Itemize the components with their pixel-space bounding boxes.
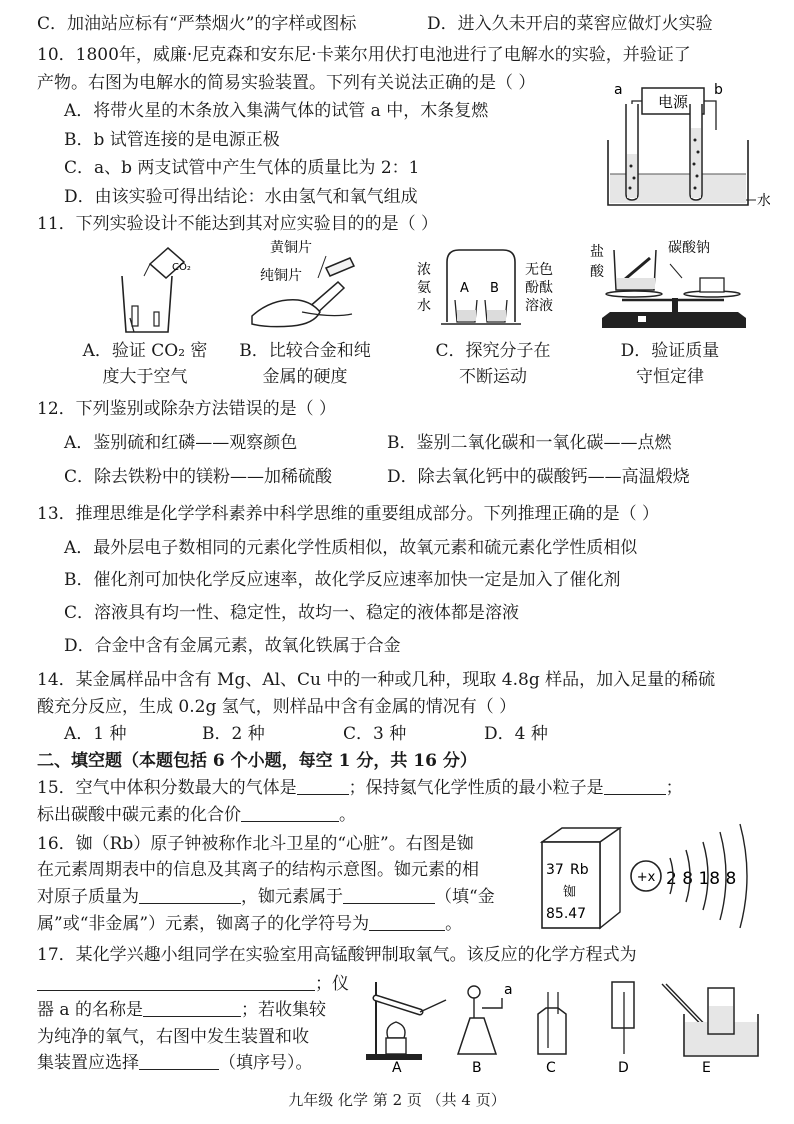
instrument-a-label: a — [504, 982, 513, 998]
phenol-label-2: 酚酞 — [525, 280, 553, 296]
apparatus-c — [538, 992, 566, 1074]
power-source-label: 电源 — [657, 93, 689, 111]
oxygen-apparatus-figure — [362, 978, 772, 1074]
q11-stem: 11．下列实验设计不能达到其对应实验目的的是（ ） — [37, 214, 439, 234]
ammonia-label-3: 水 — [417, 298, 431, 314]
q11-caption-a: A．验证 CO₂ 密 度大于空气 — [82, 341, 208, 388]
q11-figure-c — [413, 246, 563, 336]
acid-label-1: 盐 — [590, 244, 604, 260]
ammonia-label-1: 浓 — [417, 262, 431, 278]
q14-option-d: D．4 种 — [484, 724, 548, 744]
q11-figure-d — [588, 238, 768, 338]
q13-option-d: D．合金中含有金属元素，故氧化铁属于合金 — [64, 636, 401, 656]
q13-stem: 13．推理思维是化学学科素养中科学思维的重要组成部分。下列推理正确的是（ ） — [37, 504, 660, 524]
q15-blank-3[interactable] — [241, 805, 339, 822]
element-symbol: Rb — [570, 862, 589, 878]
q16-line4: 属”或“非金属”）元素，铷离子的化学符号为 。 — [37, 914, 463, 934]
q12-stem: 12．下列鉴别或除杂方法错误的是（ ） — [37, 399, 337, 419]
q17-line4: 为纯净的氧气，右图中发生装置和收 — [37, 1027, 309, 1047]
phenol-label-3: 溶液 — [525, 298, 553, 314]
q11-figure-a — [110, 246, 205, 336]
q11-figure-b — [242, 238, 362, 338]
q9-option-c: C．加油站应标有“严禁烟火”的字样或图标 — [37, 14, 357, 34]
q15-line2: 标出碳酸中碳元素的化合价 。 — [37, 805, 356, 825]
q14-stem-line2: 酸充分反应，生成 0.2g 氢气，则样品中含有金属的情况有（ ） — [37, 697, 517, 717]
q10-stem-line2: 产物。右图为电解水的简易实验装置。下列有关说法正确的是（ ） — [37, 73, 536, 93]
q17-line2: ；仪 — [37, 974, 349, 994]
apparatus-e — [662, 984, 758, 1074]
copper-sheet-label: 纯铜片 — [260, 268, 302, 284]
q17-blank-apparatus[interactable] — [139, 1053, 219, 1070]
ammonia-label-2: 氨 — [417, 280, 431, 296]
q12-option-d: D．除去氧化钙中的碳酸钙——高温煅烧 — [387, 467, 690, 487]
water-label: 水 — [757, 193, 770, 209]
rubidium-figure — [536, 820, 776, 935]
phenol-label-1: 无色 — [525, 262, 553, 278]
q16-line1: 16．铷（Rb）原子钟被称作北斗卫星的“心脏”。右图是铷 — [37, 834, 474, 854]
page-footer: 九年级 化学 第 2 页 （共 4 页） — [288, 1091, 506, 1109]
element-mass: 85.47 — [546, 906, 587, 922]
q12-option-a: A．鉴别硫和红磷——观察颜色 — [64, 433, 298, 453]
nucleus-charge: +x — [636, 870, 656, 885]
element-number: 37 — [546, 862, 564, 878]
apparatus-b — [458, 982, 513, 1074]
apparatus-b-label: B — [472, 1060, 482, 1074]
q13-option-b: B．催化剂可加快化学反应速率，故化学反应速率加快一定是加入了催化剂 — [64, 570, 621, 590]
co2-gas-label: CO₂ — [172, 262, 191, 273]
section2-title: 二、填空题（本题包括 6 个小题，每空 1 分，共 16 分） — [37, 751, 477, 771]
apparatus-a-label: A — [392, 1060, 402, 1074]
q9-option-d: D．进入久未开启的菜窖应做灯火实验 — [427, 14, 713, 34]
beaker-b-label: B — [490, 281, 499, 296]
q17-line3: 器 a 的名称是 ；若收集较 — [37, 1000, 326, 1020]
q17-line1: 17．某化学兴趣小组同学在实验室用高锰酸钾制取氧气。该反应的化学方程式为 — [37, 945, 637, 965]
q17-blank-instrument[interactable] — [143, 1000, 241, 1017]
apparatus-e-label: E — [702, 1060, 711, 1074]
q11-caption-d: D．验证质量 守恒定律 — [620, 341, 720, 388]
q10-stem-line1: 10．1800年，威廉·尼克森和安东尼·卡莱尔用伏打电池进行了电解水的实验，并验证了 — [37, 45, 691, 65]
q14-stem-line1: 14．某金属样品中含有 Mg、Al、Cu 中的一种或几种，现取 4.8g 样品，加入足量的稀硫 — [37, 670, 716, 690]
q17-line5: 集装置应选择 （填序号）。 — [37, 1053, 313, 1073]
apparatus-d-label: D — [618, 1060, 629, 1074]
q16-line3: 对原子质量为 ，铷元素属于 （填“金 — [37, 887, 495, 907]
apparatus-a — [366, 982, 446, 1074]
q10-option-a: A．将带火星的木条放入集满气体的试管 a 中，木条复燃 — [64, 101, 489, 121]
q14-option-b: B．2 种 — [202, 724, 265, 744]
carbonate-label: 碳酸钠 — [668, 240, 710, 256]
electrolysis-figure — [600, 80, 770, 215]
apparatus-d — [612, 982, 634, 1074]
beaker-a-label: A — [460, 281, 469, 296]
q16-blank-1[interactable] — [139, 887, 241, 904]
q10-option-c: C．a、b 两支试管中产生气体的质量比为 2：1 — [64, 158, 420, 178]
q12-option-c: C．除去铁粉中的镁粉——加稀硫酸 — [64, 467, 333, 487]
electron-shells: 2 8 18 8 — [666, 869, 737, 889]
tube-a-label: a — [614, 82, 623, 98]
q16-line2: 在元素周期表中的信息及其离子的结构示意图。铷元素的相 — [37, 860, 479, 880]
q14-option-c: C．3 种 — [343, 724, 407, 744]
q12-option-b: B．鉴别二氧化碳和一氧化碳——点燃 — [387, 433, 672, 453]
element-name: 铷 — [563, 885, 577, 900]
brass-sheet-label: 黄铜片 — [270, 240, 312, 256]
q11-caption-c: C．探究分子在 不断运动 — [435, 341, 551, 388]
acid-label-2: 酸 — [590, 264, 604, 280]
tube-b-label: b — [714, 82, 723, 98]
q16-blank-3[interactable] — [369, 914, 445, 931]
apparatus-c-label: C — [546, 1060, 556, 1074]
q16-blank-2[interactable] — [343, 887, 435, 904]
q17-blank-equation[interactable] — [37, 974, 315, 991]
q15-blank-2[interactable] — [604, 778, 666, 795]
q11-caption-b: B．比较合金和纯 金属的硬度 — [239, 341, 371, 388]
q13-option-a: A．最外层电子数相同的元素化学性质相似，故氧元素和硫元素化学性质相似 — [64, 538, 638, 558]
q13-option-c: C．溶液具有均一性、稳定性，故均一、稳定的液体都是溶液 — [64, 603, 520, 623]
q14-option-a: A．1 种 — [64, 724, 127, 744]
q15-blank-1[interactable] — [297, 778, 349, 795]
q10-option-b: B．b 试管连接的是电源正极 — [64, 130, 280, 150]
q10-option-d: D．由该实验可得出结论：水由氢气和氧气组成 — [64, 187, 418, 207]
q15-line1: 15．空气中体积分数最大的气体是 ；保持氦气化学性质的最小粒子是 ； — [37, 778, 683, 798]
